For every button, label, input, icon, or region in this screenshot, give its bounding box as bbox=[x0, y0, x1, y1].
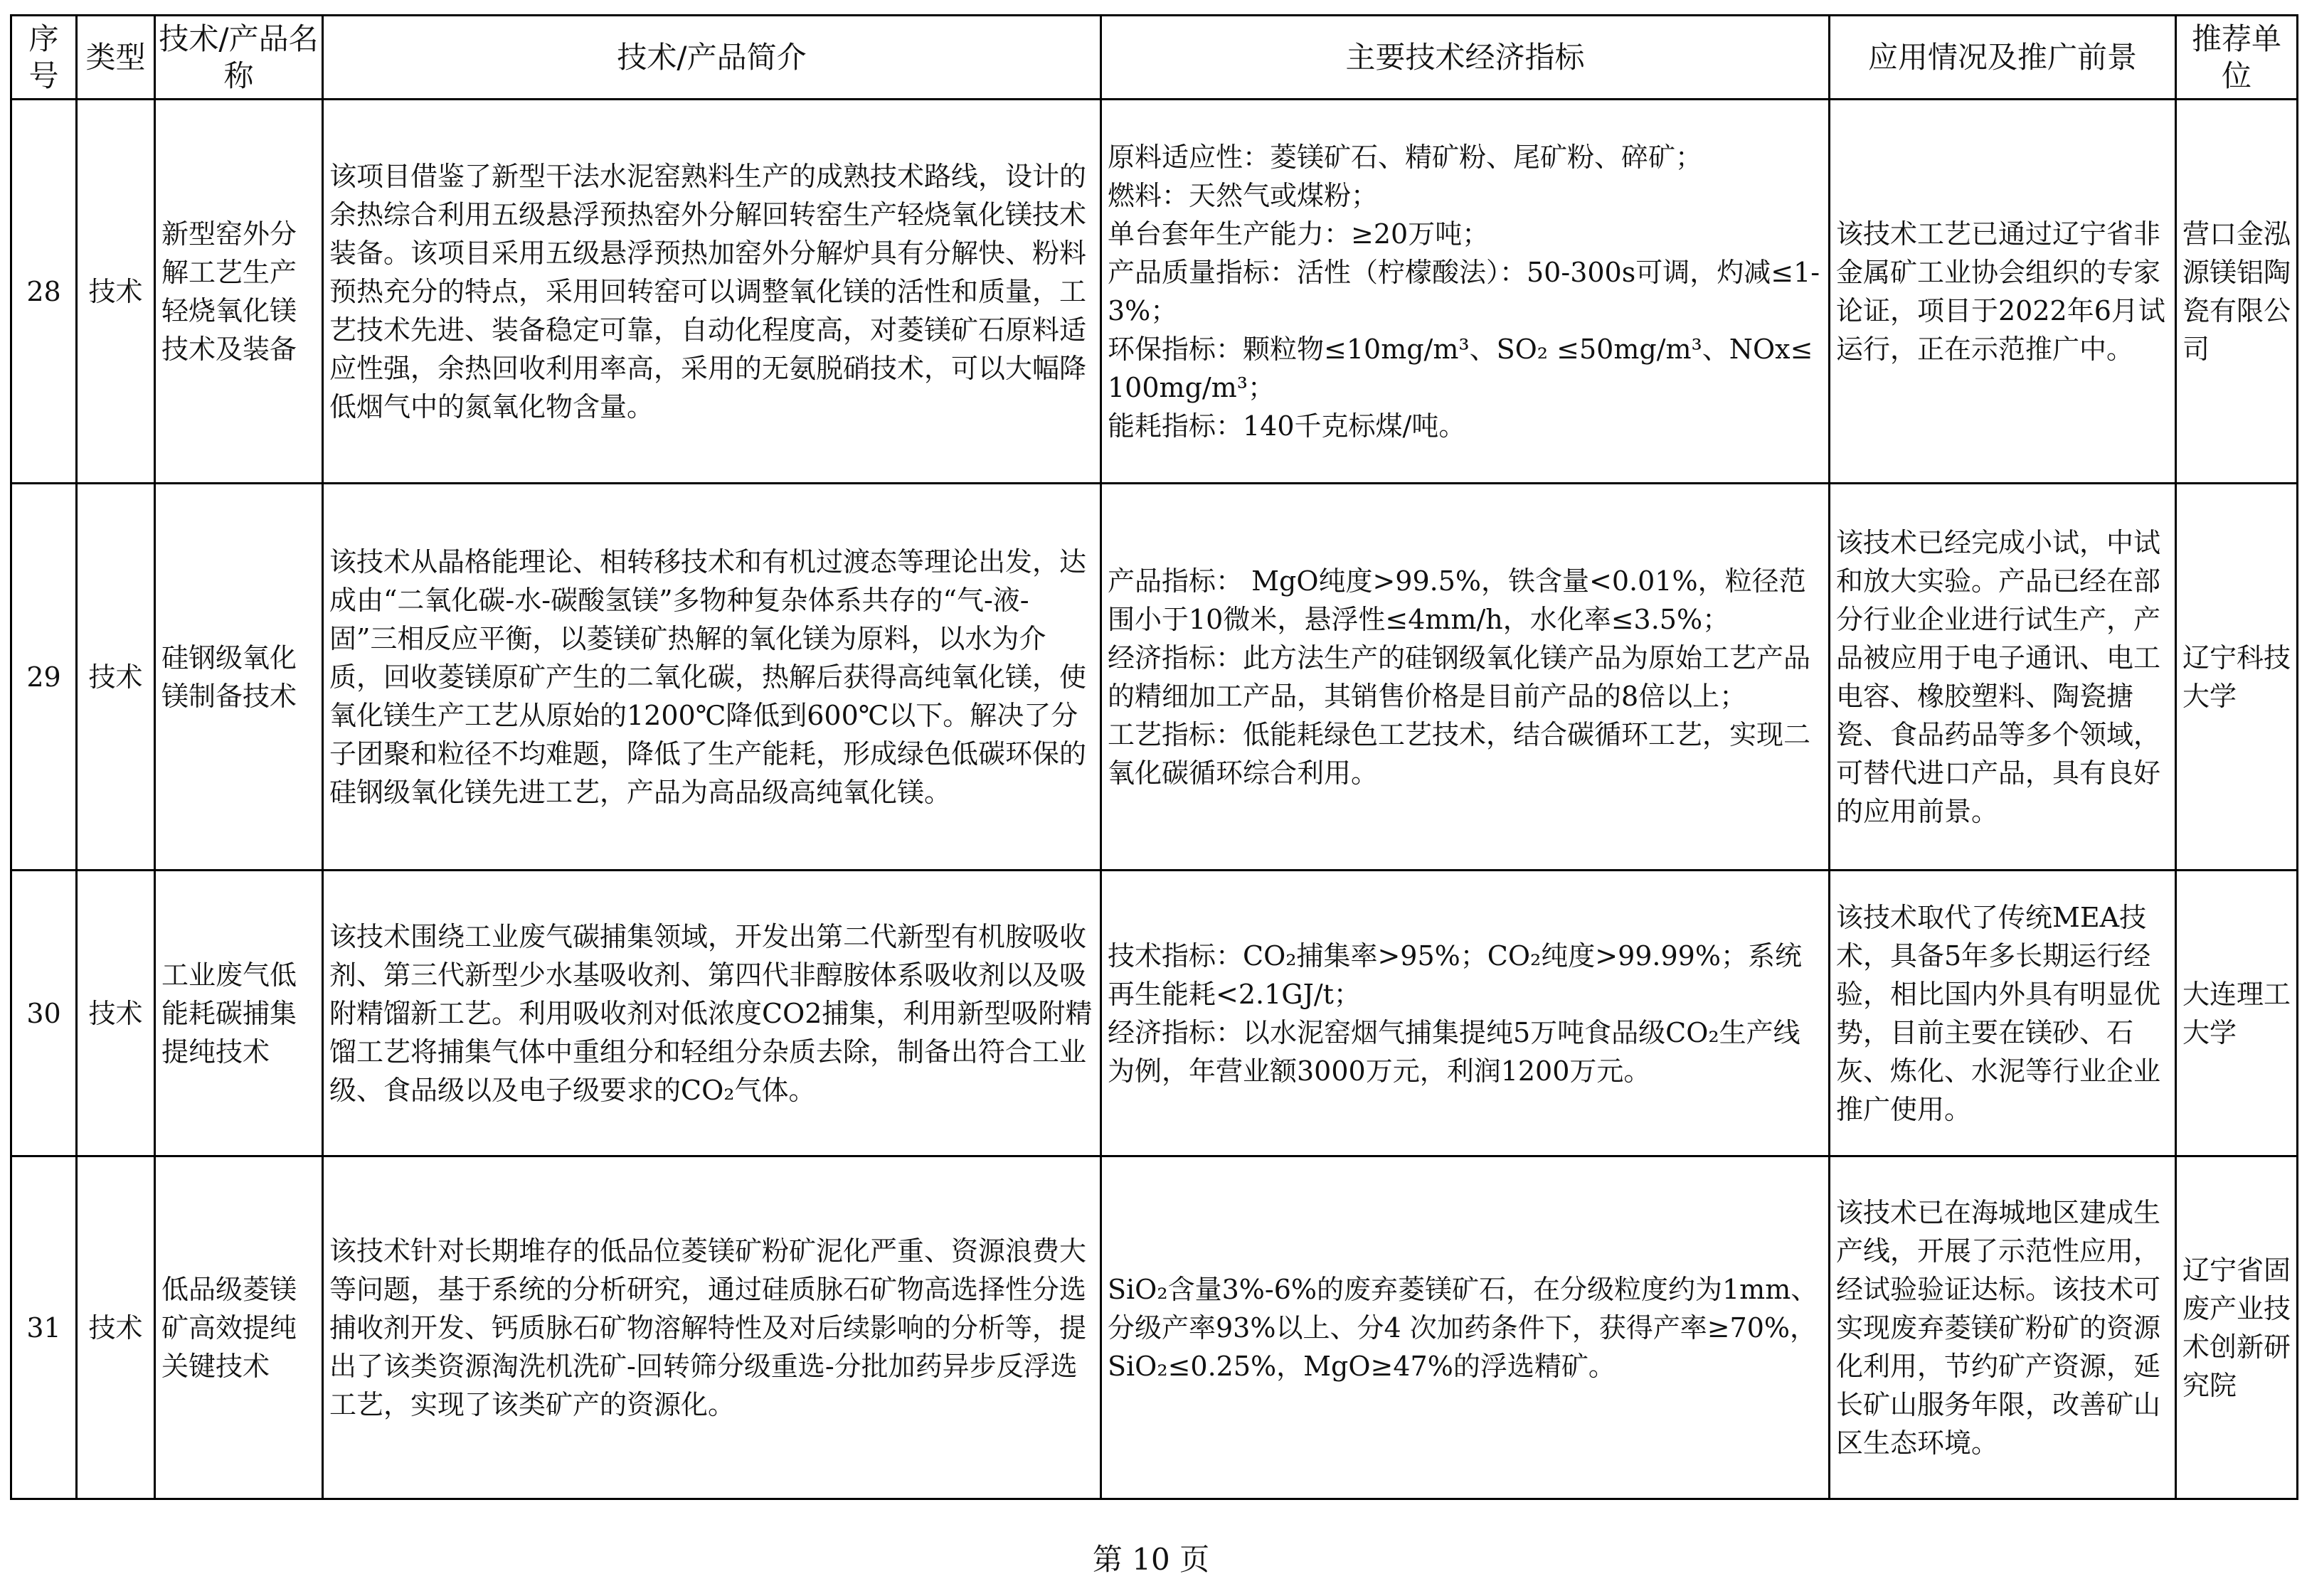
cell-name: 新型窑外分解工艺生产轻烧氧化镁技术及装备 bbox=[155, 100, 323, 484]
table-row bbox=[11, 1156, 2298, 1499]
header-num: 序号 bbox=[11, 16, 77, 100]
cell-intro: 该项目借鉴了新型干法水泥窑熟料生产的成熟技术路线，设计的余热综合利用五级悬浮预热窑外分解回转窑生产轻烧氧化镁技术装备。该项目采用五级悬浮预热加窑外分解炉具有分解快、粉料预热充分的特点，采用回转窑可以调整氧化镁的活性和质量，工艺技术先进、装备稳定可靠，自动化程度高，对菱镁矿石原料适应性强，余热回收利用率高，采用的无氨脱硝技术，可以大幅降低烟气中的氮氧化物含量。 bbox=[323, 100, 1101, 484]
cell-num: 30 bbox=[11, 871, 77, 1156]
page-number: 第 10 页 bbox=[1092, 1542, 1210, 1577]
cell-intro: 该技术从晶格能理论、相转移技术和有机过渡态等理论出发，达成由“二氧化碳-水-碳酸氢镁”多物种复杂体系共存的“气-液-固”三相反应平衡，以菱镁矿热解的氧化镁为原料，以水为介质，回收菱镁原矿产生的二氧化碳，热解后获得高纯氧化镁，使氧化镁生产工艺从原始的1200℃降低到600℃以下。解决了分子团聚和粒径不均难题，降低了生产能耗，形成绿色低碳环保的硅钢级氧化镁先进工艺，产品为高品级高纯氧化镁。 bbox=[323, 484, 1101, 871]
cell-name: 硅钢级氧化镁制备技术 bbox=[155, 484, 323, 871]
table-row bbox=[11, 100, 2298, 484]
table-row bbox=[11, 484, 2298, 871]
cell-application: 该技术已在海城地区建成生产线，开展了示范性应用，经试验验证达标。该技术可实现废弃菱镁矿粉矿的资源化利用，节约矿产资源，延长矿山服务年限，改善矿山区生态环境。 bbox=[1830, 1156, 2176, 1499]
cell-application: 该技术取代了传统MEA技术，具备5年多长期运行经验，相比国内外具有明显优势，目前主要在镁砂、石灰、炼化、水泥等行业企业推广使用。 bbox=[1830, 871, 2176, 1156]
header-type: 类型 bbox=[77, 16, 155, 100]
table-row bbox=[11, 871, 2298, 1156]
cell-recommender: 辽宁科技大学 bbox=[2176, 484, 2298, 871]
cell-recommender: 营口金泓源镁铝陶瓷有限公司 bbox=[2176, 100, 2298, 484]
cell-application: 该技术工艺已通过辽宁省非金属矿工业协会组织的专家论证，项目于2022年6月试运行，正在示范推广中。 bbox=[1830, 100, 2176, 484]
cell-type: 技术 bbox=[77, 484, 155, 871]
cell-intro: 该技术围绕工业废气碳捕集领域，开发出第二代新型有机胺吸收剂、第三代新型少水基吸收剂、第四代非醇胺体系吸收剂以及吸附精馏新工艺。利用吸收剂对低浓度CO2捕集，利用新型吸附精馏工艺将捕集气体中重组分和轻组分杂质去除，制备出符合工业级、食品级以及电子级要求的CO₂气体。 bbox=[323, 871, 1101, 1156]
cell-name: 工业废气低能耗碳捕集提纯技术 bbox=[155, 871, 323, 1156]
header-recommender: 推荐单位 bbox=[2176, 16, 2298, 100]
cell-metrics: SiO₂含量3%-6%的废弃菱镁矿石，在分级粒度约为1mm、分级产率93%以上、分4 次加药条件下，获得产率≥70%，SiO₂≤0.25%，MgO≥47%的浮选精矿。 bbox=[1101, 1156, 1830, 1499]
cell-recommender: 大连理工大学 bbox=[2176, 871, 2298, 1156]
header-name: 技术/产品名称 bbox=[155, 16, 323, 100]
header-intro: 技术/产品简介 bbox=[323, 16, 1101, 100]
cell-metrics: 产品指标： MgO纯度>99.5%，铁含量<0.01%，粒径范围小于10微米，悬浮性≤4mm/h，水化率≤3.5%； 经济指标：此方法生产的硅钢级氧化镁产品为原始工艺产品的精细加工产品，其销售价格是目前产品的8倍以上； 工艺指标：低能耗绿色工艺技术，结合碳循环工艺，实现二氧化碳循环综合利用。 bbox=[1101, 484, 1830, 871]
cell-recommender: 辽宁省固废产业技术创新研究院 bbox=[2176, 1156, 2298, 1499]
cell-intro: 该技术针对长期堆存的低品位菱镁矿粉矿泥化严重、资源浪费大等问题，基于系统的分析研究，通过硅质脉石矿物高选择性分选捕收剂开发、钙质脉石矿物溶解特性及对后续影响的分析等，提出了该类资源淘洗机洗矿-回转筛分级重选-分批加药异步反浮选工艺，实现了该类矿产的资源化。 bbox=[323, 1156, 1101, 1499]
cell-num: 28 bbox=[11, 100, 77, 484]
cell-type: 技术 bbox=[77, 1156, 155, 1499]
header-application: 应用情况及推广前景 bbox=[1830, 16, 2176, 100]
cell-metrics: 原料适应性：菱镁矿石、精矿粉、尾矿粉、碎矿； 燃料：天然气或煤粉； 单台套年生产能力：≥20万吨； 产品质量指标：活性（柠檬酸法）：50-300s可调，灼减≤1-3%； 环保指标：颗粒物≤10mg/m³、SO₂ ≤50mg/m³、NOx≤100mg/m³； 能耗指标：140千克标煤/吨。 bbox=[1101, 100, 1830, 484]
cell-application: 该技术已经完成小试，中试和放大实验。产品已经在部分行业企业进行试生产，产品被应用于电子通讯、电工电容、橡胶塑料、陶瓷搪瓷、食品药品等多个领域，可替代进口产品，具有良好的应用前景。 bbox=[1830, 484, 2176, 871]
cell-metrics: 技术指标：CO₂捕集率>95%；CO₂纯度>99.99%；系统再生能耗<2.1GJ/t； 经济指标：以水泥窑烟气捕集提纯5万吨食品级CO₂生产线为例，年营业额3000万元，利润1200万元。 bbox=[1101, 871, 1830, 1156]
technology-table bbox=[10, 14, 2298, 1500]
header-metrics: 主要技术经济指标 bbox=[1101, 16, 1830, 100]
cell-type: 技术 bbox=[77, 871, 155, 1156]
cell-type: 技术 bbox=[77, 100, 155, 484]
cell-name: 低品级菱镁矿高效提纯关键技术 bbox=[155, 1156, 323, 1499]
header-row bbox=[11, 16, 2298, 100]
cell-num: 29 bbox=[11, 484, 77, 871]
cell-num: 31 bbox=[11, 1156, 77, 1499]
